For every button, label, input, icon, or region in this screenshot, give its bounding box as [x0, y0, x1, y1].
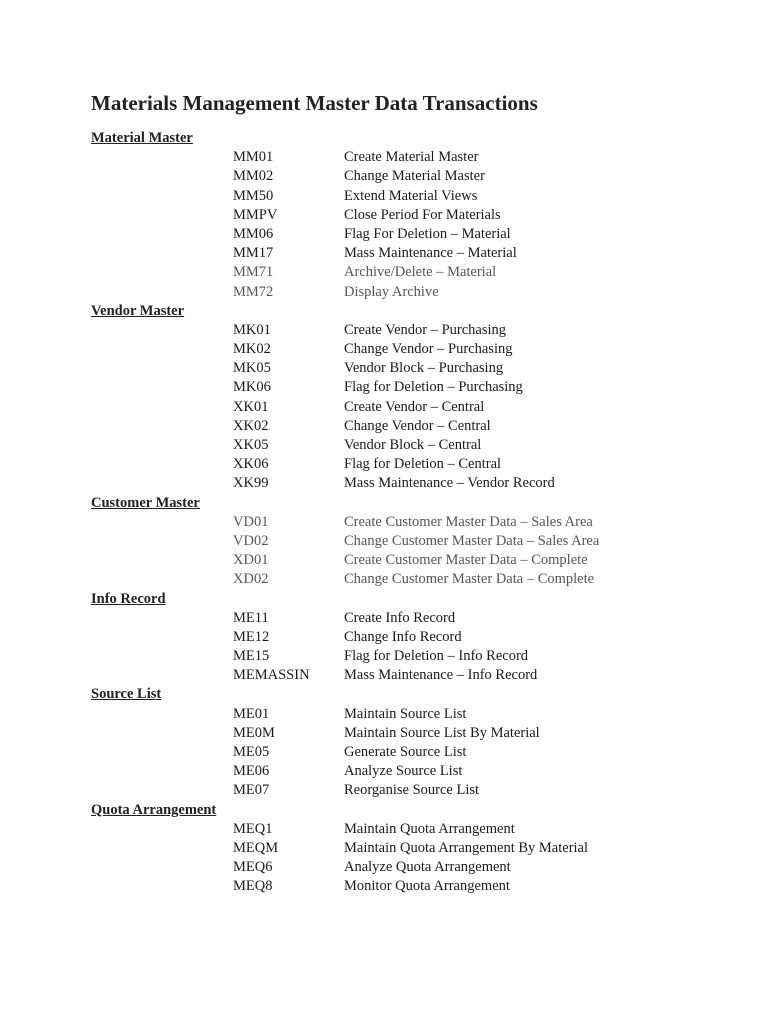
transaction-code: XD02 — [233, 571, 269, 588]
transaction-row — [91, 743, 728, 762]
transaction-description: Change Info Record — [344, 628, 462, 645]
transaction-row — [91, 206, 728, 225]
transaction-code: MK05 — [233, 360, 271, 377]
transaction-row — [91, 359, 728, 378]
transaction-description: Close Period For Materials — [344, 206, 501, 223]
transaction-code: ME07 — [233, 782, 270, 799]
transaction-description: Flag For Deletion – Material — [344, 225, 511, 242]
transaction-row — [91, 551, 728, 570]
transaction-row — [91, 417, 728, 436]
transaction-description: Create Vendor – Central — [344, 398, 485, 415]
transaction-description: Create Material Master — [344, 149, 479, 166]
transaction-description: Mass Maintenance – Vendor Record — [344, 475, 555, 492]
transaction-row — [91, 321, 728, 340]
transaction-row — [91, 340, 728, 359]
transaction-description: Maintain Quota Arrangement — [344, 820, 515, 837]
transaction-row — [91, 436, 728, 455]
transaction-code: XK06 — [233, 456, 269, 473]
transaction-description: Mass Maintenance – Info Record — [344, 667, 538, 684]
transaction-code: MM50 — [233, 187, 274, 204]
transaction-row — [91, 244, 728, 263]
section-heading: Material Master — [91, 130, 193, 146]
transaction-row — [91, 762, 728, 781]
transaction-code: MM17 — [233, 245, 274, 262]
transaction-description: Change Vendor – Purchasing — [344, 341, 513, 358]
transaction-description: Change Customer Master Data – Complete — [344, 571, 595, 588]
transaction-row — [91, 283, 728, 302]
transaction-row — [91, 858, 728, 877]
transaction-code: ME05 — [233, 744, 270, 760]
section-info-record — [91, 590, 728, 686]
transaction-row — [91, 148, 728, 167]
transaction-description: Mass Maintenance – Material — [344, 245, 517, 262]
transaction-code: VD02 — [233, 532, 269, 549]
section-source-list — [91, 685, 728, 800]
transaction-description: Create Customer Master Data – Sales Area — [344, 513, 593, 530]
section-vendor-master — [91, 302, 728, 494]
transaction-code: XD01 — [233, 552, 269, 569]
transaction-code: ME06 — [233, 763, 270, 780]
transaction-code: MM71 — [233, 264, 274, 281]
transaction-description: Create Vendor – Purchasing — [344, 321, 507, 338]
transaction-row — [91, 666, 728, 685]
transaction-row — [91, 474, 728, 493]
transaction-code: XK99 — [233, 475, 269, 492]
transaction-description: Extend Material Views — [344, 187, 478, 204]
transaction-description: Analyze Source List — [344, 763, 463, 780]
transaction-row — [91, 225, 728, 244]
section-heading: Source List — [91, 686, 162, 703]
section-quota-arrangement — [91, 801, 728, 897]
transaction-code: XK01 — [233, 398, 269, 415]
transaction-description: Display Archive — [344, 283, 439, 300]
transaction-description: Archive/Delete – Material — [344, 264, 497, 281]
transaction-code: ME12 — [233, 628, 270, 645]
transaction-row — [91, 187, 728, 206]
page-title: Materials Management Master Data Transactions — [91, 91, 538, 115]
transaction-row — [91, 647, 728, 666]
transaction-code: VD01 — [233, 513, 269, 530]
section-heading: Vendor Master — [91, 302, 185, 319]
transaction-code: MEQ1 — [233, 820, 273, 837]
transaction-description: Analyze Quota Arrangement — [344, 859, 511, 876]
transaction-row — [91, 877, 728, 896]
transaction-row — [91, 513, 728, 532]
transaction-code: MMPV — [233, 206, 278, 223]
transaction-description: Flag for Deletion – Purchasing — [344, 379, 523, 396]
section-heading: Customer Master — [91, 494, 200, 511]
transaction-row — [91, 609, 728, 628]
transaction-description: Flag for Deletion – Central — [344, 456, 502, 473]
transaction-code: MM02 — [233, 168, 274, 185]
transaction-description: Flag for Deletion – Info Record — [344, 648, 529, 665]
transaction-description: Create Customer Master Data – Complete — [344, 552, 588, 569]
transaction-code: MEQ6 — [233, 859, 273, 876]
transaction-description: Change Material Master — [344, 168, 485, 185]
transaction-description: Change Vendor – Central — [344, 417, 491, 434]
transaction-description: Maintain Source List — [344, 705, 467, 722]
transaction-row — [91, 263, 728, 282]
transaction-code: MK01 — [233, 321, 271, 338]
transaction-code: MEQ8 — [233, 878, 273, 895]
transaction-row — [91, 781, 728, 800]
transaction-code: ME01 — [233, 705, 270, 722]
transaction-row — [91, 378, 728, 397]
transaction-description: Generate Source List — [344, 744, 467, 760]
transaction-code: MK06 — [233, 379, 271, 396]
transaction-code: ME15 — [233, 648, 270, 665]
transaction-row — [91, 570, 728, 589]
section-heading: Info Record — [91, 590, 166, 607]
transaction-code: MEMASSIN — [233, 667, 310, 684]
section-heading: Quota Arrangement — [91, 801, 217, 818]
section-customer-master — [91, 494, 728, 590]
transaction-code: XK05 — [233, 437, 269, 453]
transaction-code: MEQM — [233, 839, 279, 856]
transaction-row — [91, 167, 728, 186]
transaction-code: MM06 — [233, 225, 274, 242]
transaction-description: Change Customer Master Data – Sales Area — [344, 532, 600, 549]
transaction-code: MM72 — [233, 283, 274, 300]
transaction-code: MK02 — [233, 341, 271, 358]
transaction-row — [91, 532, 728, 551]
transaction-description: Reorganise Source List — [344, 782, 480, 799]
transaction-row — [91, 724, 728, 743]
transaction-row — [91, 820, 728, 839]
transaction-row — [91, 455, 728, 474]
transaction-code: ME11 — [233, 609, 269, 626]
transaction-description: Vendor Block – Central — [344, 437, 482, 453]
transaction-description: Create Info Record — [344, 609, 456, 626]
transaction-code: XK02 — [233, 417, 269, 434]
transaction-row — [91, 839, 728, 858]
transaction-description: Monitor Quota Arrangement — [344, 878, 510, 895]
transaction-row — [91, 398, 728, 417]
transaction-description: Maintain Source List By Material — [344, 724, 540, 741]
transaction-description: Vendor Block – Purchasing — [344, 360, 504, 377]
transaction-row — [91, 705, 728, 724]
transaction-code: ME0M — [233, 724, 275, 741]
section-material-master — [91, 129, 728, 302]
transaction-code: MM01 — [233, 149, 274, 166]
transaction-row — [91, 628, 728, 647]
transaction-description: Maintain Quota Arrangement By Material — [344, 839, 589, 856]
